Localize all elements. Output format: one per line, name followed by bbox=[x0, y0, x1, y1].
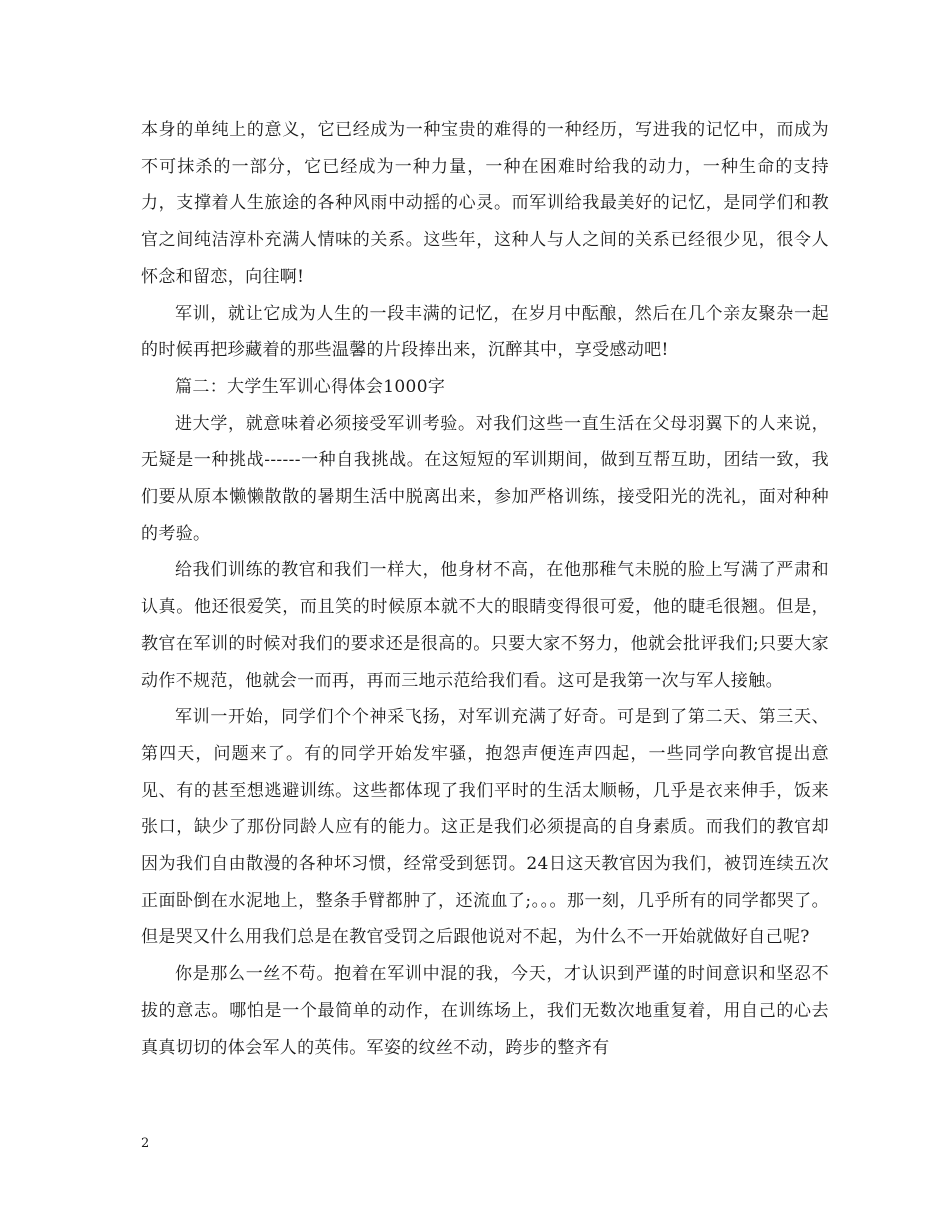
paragraph-4: 给我们训练的教官和我们一样大，他身材不高，在他那稚气未脱的脸上写满了严肃和认真。他还很爱笑，而且笑的时候原本就不大的眼睛变得很可爱，他的睫毛很翘。但是，教官在军训的时候对我们的要求还是很高的。只要大家不努力，他就会批评我们;只要大家动作不规范，他就会一而再，再而三地示范给我们看。这可是我第一次与军人接触。 bbox=[141, 560, 829, 691]
section-heading: 篇二：大学生军训心得体会1000字 bbox=[175, 376, 446, 397]
paragraph-6: 你是那么一丝不苟。抱着在军训中混的我，今天，才认识到严谨的时间意识和坚忍不拔的意志。哪怕是一个最简单的动作，在训练场上，我们无数次地重复着，用自己的心去真真切切的体会军人的英伟。军姿的纹丝不动，跨步的整齐有 bbox=[141, 964, 829, 1058]
body-text bbox=[141, 112, 829, 1066]
page-number: 2 bbox=[141, 1136, 150, 1151]
paragraph-2: 军训，就让它成为人生的一段丰满的记忆，在岁月中酝酿，然后在几个亲友聚杂一起的时候再把珍藏着的那些温馨的片段捧出来，沉醉其中，享受感动吧! bbox=[141, 303, 829, 361]
paragraph-1: 本身的单纯上的意义，它已经成为一种宝贵的难得的一种经历，写进我的记忆中，而成为不可抹杀的一部分，它已经成为一种力量，一种在困难时给我的动力，一种生命的支持力，支撑着人生旅途的各种风雨中动摇的心灵。而军训给我最美好的记忆，是同学们和教官之间纯洁淳朴充满人情味的关系。这些年，这种人与人之间的关系已经很少见，很令人怀念和留恋，向往啊! bbox=[141, 120, 829, 287]
paragraph-5: 军训一开始，同学们个个神采飞扬，对军训充满了好奇。可是到了第二天、第三天、第四天，问题来了。有的同学开始发牢骚，抱怨声便连声四起，一些同学向教官提出意见、有的甚至想逃避训练。这些都体现了我们平时的生活太顺畅，几乎是衣来伸手，饭来张口，缺少了那份同龄人应有的能力。这正是我们必须提高的自身素质。而我们的教官却因为我们自由散漫的各种坏习惯，经常受到惩罚。24日这天教官因为我们，被罚连续五次正面卧倒在水泥地上，整条手臂都肿了，还流血了;。。。那一刻，几乎所有的同学都哭了。但是哭又什么用我们总是在教官受罚之后跟他说对不起，为什么不一开始就做好自己呢? bbox=[141, 707, 829, 948]
paragraph-3: 进大学，就意味着必须接受军训考验。对我们这些一直生活在父母羽翼下的人来说，无疑是一种挑战------一种自我挑战。在这短短的军训期间，做到互帮互助，团结一致，我们要从原本懒懒散散的暑期生活中脱离出来，参加严格训练，接受阳光的洗礼，面对种种的考验。 bbox=[141, 413, 829, 544]
